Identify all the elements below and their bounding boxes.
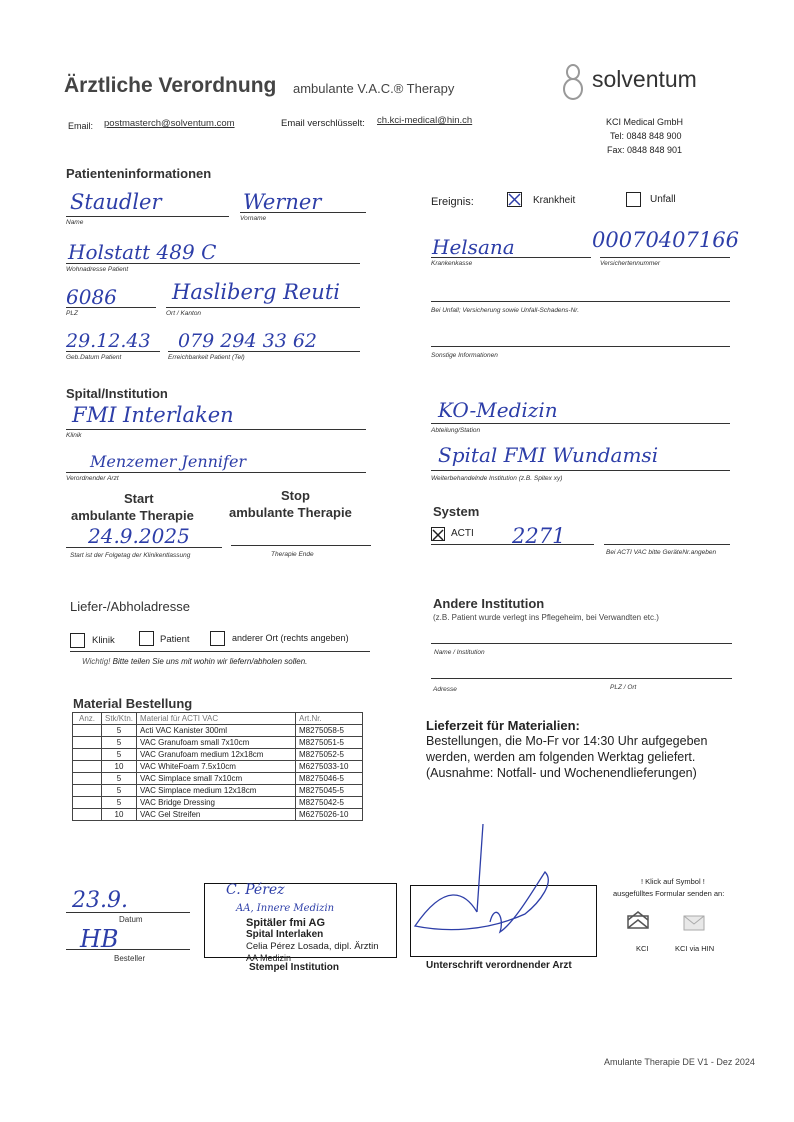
table-row: 5 VAC Bridge Dressing M8275042-5 bbox=[73, 797, 363, 809]
anz-input[interactable] bbox=[73, 749, 102, 761]
krankenkasse-caption: Krankenkasse bbox=[431, 260, 473, 267]
patient-name-caption: Name bbox=[66, 219, 84, 226]
table-row: 5 Acti VAC Kanister 300ml M8275058-5 bbox=[73, 725, 363, 737]
abteilung-value[interactable]: KO-Medizin bbox=[438, 398, 558, 422]
kci-mail-button[interactable] bbox=[626, 910, 650, 935]
anz-input[interactable] bbox=[73, 785, 102, 797]
anz-input[interactable] bbox=[73, 761, 102, 773]
patient-dob-value[interactable]: 29.12.43 bbox=[66, 330, 151, 352]
lieferzeit-line2: werden, werden am folgenden Werktag geliefert. bbox=[426, 750, 696, 764]
company-tel: Tel: 0848 848 900 bbox=[610, 131, 682, 141]
email-label: Email: bbox=[68, 121, 94, 131]
patient-name-value[interactable]: Staudler bbox=[70, 190, 162, 214]
krankenkasse-value[interactable]: Helsana bbox=[432, 235, 515, 259]
acti-label: ACTI bbox=[451, 528, 474, 539]
andere-subtitle: (z.B. Patient wurde verlegt ins Pflegeheim, bei Verwandten etc.) bbox=[433, 613, 659, 622]
email-link[interactable]: postmasterch@solventum.com bbox=[104, 118, 235, 129]
klick-hint-1: ! Klick auf Symbol ! bbox=[641, 877, 705, 886]
table-row: 5 VAC Simplace medium 12x18cm M8275045-5 bbox=[73, 785, 363, 797]
patient-vorname-caption: Vorname bbox=[240, 215, 267, 222]
delivery-other-checkbox[interactable] bbox=[210, 631, 225, 646]
datum-caption: Datum bbox=[119, 915, 143, 924]
stop-title-1: Stop bbox=[281, 488, 310, 503]
acti-checkbox[interactable] bbox=[431, 527, 445, 541]
system-section-title: System bbox=[433, 504, 480, 519]
andere-adresse-caption: Adresse bbox=[433, 686, 457, 693]
weiterbehandelnde-value[interactable]: Spital FMI Wundamsi bbox=[438, 443, 659, 467]
envelope-icon bbox=[626, 910, 650, 930]
table-row: 5 VAC Granufoam medium 12x18cm M8275052-5 bbox=[73, 749, 363, 761]
table-row: 5 VAC Granufoam small 7x10cm M8275051-5 bbox=[73, 737, 363, 749]
delivery-patient-label: Patient bbox=[160, 634, 190, 645]
klick-hint-2: ausgefülltes Formular senden an: bbox=[613, 889, 725, 898]
patient-ort-value[interactable]: Hasliberg Reuti bbox=[172, 280, 340, 304]
start-title-2: ambulante Therapie bbox=[71, 508, 194, 523]
besteller-caption: Besteller bbox=[114, 954, 146, 963]
delivery-klinik-checkbox[interactable] bbox=[70, 633, 85, 648]
anz-input[interactable] bbox=[73, 809, 102, 821]
start-date-caption: Start ist der Folgetag der Klinikentlassung bbox=[70, 552, 191, 559]
material-table bbox=[72, 712, 363, 821]
lieferzeit-line3: (Ausnahme: Notfall- und Wochenendlieferungen) bbox=[426, 766, 697, 780]
stamp-spital: Spital Interlaken bbox=[246, 929, 324, 940]
besteller-value[interactable]: HB bbox=[80, 925, 119, 953]
patient-plz-caption: PLZ bbox=[66, 310, 78, 317]
lieferzeit-title: Lieferzeit für Materialien: bbox=[426, 718, 580, 733]
email-encrypted-link[interactable]: ch.kci-medical@hin.ch bbox=[377, 115, 473, 126]
weiterbehandelnde-caption: Weiterbehandelnde Institution (z.B. Spitex xy) bbox=[431, 475, 563, 482]
anz-input[interactable] bbox=[73, 725, 102, 737]
start-title-1: Start bbox=[124, 491, 154, 506]
stamp-caption: Stempel Institution bbox=[249, 962, 339, 973]
patient-vorname-value[interactable]: Werner bbox=[243, 190, 322, 214]
versichertennummer-caption: Versichertennummer bbox=[600, 260, 661, 267]
klinik-value[interactable]: FMI Interlaken bbox=[72, 403, 234, 427]
solventum-logo-icon bbox=[557, 60, 589, 107]
delivery-patient-checkbox[interactable] bbox=[139, 631, 154, 646]
secure-envelope-icon bbox=[682, 912, 706, 932]
krankheit-label: Krankheit bbox=[533, 195, 576, 206]
kci-hin-mail-button[interactable] bbox=[682, 912, 706, 937]
form-title: Ärztliche Verordnung bbox=[64, 74, 277, 97]
check-x-icon bbox=[508, 193, 521, 206]
delivery-section-title: Liefer-/Abholadresse bbox=[70, 599, 190, 614]
kci-hin-label: KCI via HIN bbox=[675, 944, 715, 953]
handwritten-signature-icon bbox=[405, 822, 605, 957]
company-name: KCI Medical GmbH bbox=[606, 117, 684, 127]
arzt-signature-caption: Unterschrift verordnender Arzt bbox=[426, 960, 572, 971]
patient-section-title: Patienteninformationen bbox=[66, 166, 212, 181]
patient-address-value[interactable]: Holstatt 489 C bbox=[68, 240, 217, 264]
krankheit-checkbox[interactable] bbox=[507, 192, 522, 207]
unfall-checkbox[interactable] bbox=[626, 192, 641, 207]
table-row: 5 VAC Simplace small 7x10cm M8275046-5 bbox=[73, 773, 363, 785]
check-x-icon bbox=[432, 529, 444, 541]
table-row: 10 VAC WhiteFoam 7.5x10cm M6275033-10 bbox=[73, 761, 363, 773]
material-header-artnr: Art.Nr. bbox=[296, 713, 363, 725]
patient-address-caption: Wohnadresse Patient bbox=[66, 266, 129, 273]
brand-name: solventum bbox=[592, 66, 697, 92]
material-header-stk: Stk/Ktn. bbox=[102, 713, 137, 725]
table-row: 10 VAC Gel Streifen M6275026-10 bbox=[73, 809, 363, 821]
stop-title-2: ambulante Therapie bbox=[229, 505, 352, 520]
patient-ort-caption: Ort / Kanton bbox=[166, 310, 202, 317]
stamp-org: Spitäler fmi AG bbox=[246, 917, 326, 929]
stamp-person: Celia Pérez Losada, dipl. Ärztin bbox=[246, 941, 379, 952]
andere-plz-caption: PLZ / Ort bbox=[610, 684, 637, 691]
device-nr-value[interactable]: 2271 bbox=[512, 524, 566, 548]
delivery-note bbox=[82, 657, 307, 666]
delivery-other-label: anderer Ort (rechts angeben) bbox=[232, 633, 349, 643]
andere-name-caption: Name / Institution bbox=[434, 649, 485, 656]
klinik-caption: Klinik bbox=[66, 432, 82, 439]
spital-section-title: Spital/Institution bbox=[66, 386, 168, 401]
therapie-ende-caption: Therapie Ende bbox=[271, 551, 314, 558]
abteilung-caption: Abteilung/Station bbox=[431, 427, 481, 434]
patient-dob-caption: Geb.Datum Patient bbox=[66, 354, 122, 361]
patient-phone-caption: Erreichbarkeit Patient (Tel) bbox=[168, 354, 245, 361]
versichertennummer-value[interactable]: 00070407166 bbox=[592, 228, 739, 252]
unfall-label: Unfall bbox=[650, 194, 676, 205]
anz-input[interactable] bbox=[73, 737, 102, 749]
unfall-versicherung-caption: Bei Unfall; Versicherung sowie Unfall-Schadens-Nr. bbox=[431, 307, 579, 314]
datum-value[interactable]: 23.9. bbox=[72, 888, 128, 913]
arzt-value[interactable]: Menzemer Jennifer bbox=[90, 452, 247, 471]
footer-version: Amulante Therapie DE V1 - Dez 2024 bbox=[604, 1057, 755, 1067]
material-header-anz: Anz. bbox=[73, 713, 102, 725]
patient-plz-value[interactable]: 6086 bbox=[66, 285, 117, 309]
kci-label: KCI bbox=[636, 944, 649, 953]
start-date-value[interactable]: 24.9.2025 bbox=[88, 524, 190, 548]
form-subtitle: ambulante V.A.C.® Therapy bbox=[293, 81, 455, 96]
material-section-title: Material Bestellung bbox=[73, 696, 193, 711]
arzt-caption: Verordnender Arzt bbox=[66, 475, 119, 482]
delivery-klinik-label: Klinik bbox=[92, 635, 115, 646]
delivery-note-bold: Wichtig! bbox=[82, 657, 111, 666]
company-fax: Fax: 0848 848 901 bbox=[607, 145, 683, 155]
stamp-dept: AA Medizin bbox=[246, 953, 292, 963]
material-header-material: Material für ACTI VAC bbox=[137, 713, 296, 725]
delivery-note-text: Bitte teilen Sie uns mit wohin wir liefern/abholen sollen. bbox=[112, 657, 308, 666]
patient-phone-value[interactable]: 079 294 33 62 bbox=[178, 330, 318, 352]
email-encrypted-label: Email verschlüsselt: bbox=[281, 118, 365, 129]
andere-section-title: Andere Institution bbox=[433, 596, 545, 611]
anz-input[interactable] bbox=[73, 773, 102, 785]
stamp-handwritten-name: C. Pérez bbox=[226, 882, 285, 898]
sonstige-info-caption: Sonstige Informationen bbox=[431, 352, 498, 359]
ereignis-label: Ereignis: bbox=[431, 196, 474, 208]
lieferzeit-line1: Bestellungen, die Mo-Fr vor 14:30 Uhr aufgegeben bbox=[426, 734, 708, 748]
device-nr-caption: Bei ACTI VAC bitte GeräteNr.angeben bbox=[606, 549, 717, 556]
anz-input[interactable] bbox=[73, 797, 102, 809]
stamp-handwritten-dept: AA, Innere Medizin bbox=[236, 903, 335, 914]
